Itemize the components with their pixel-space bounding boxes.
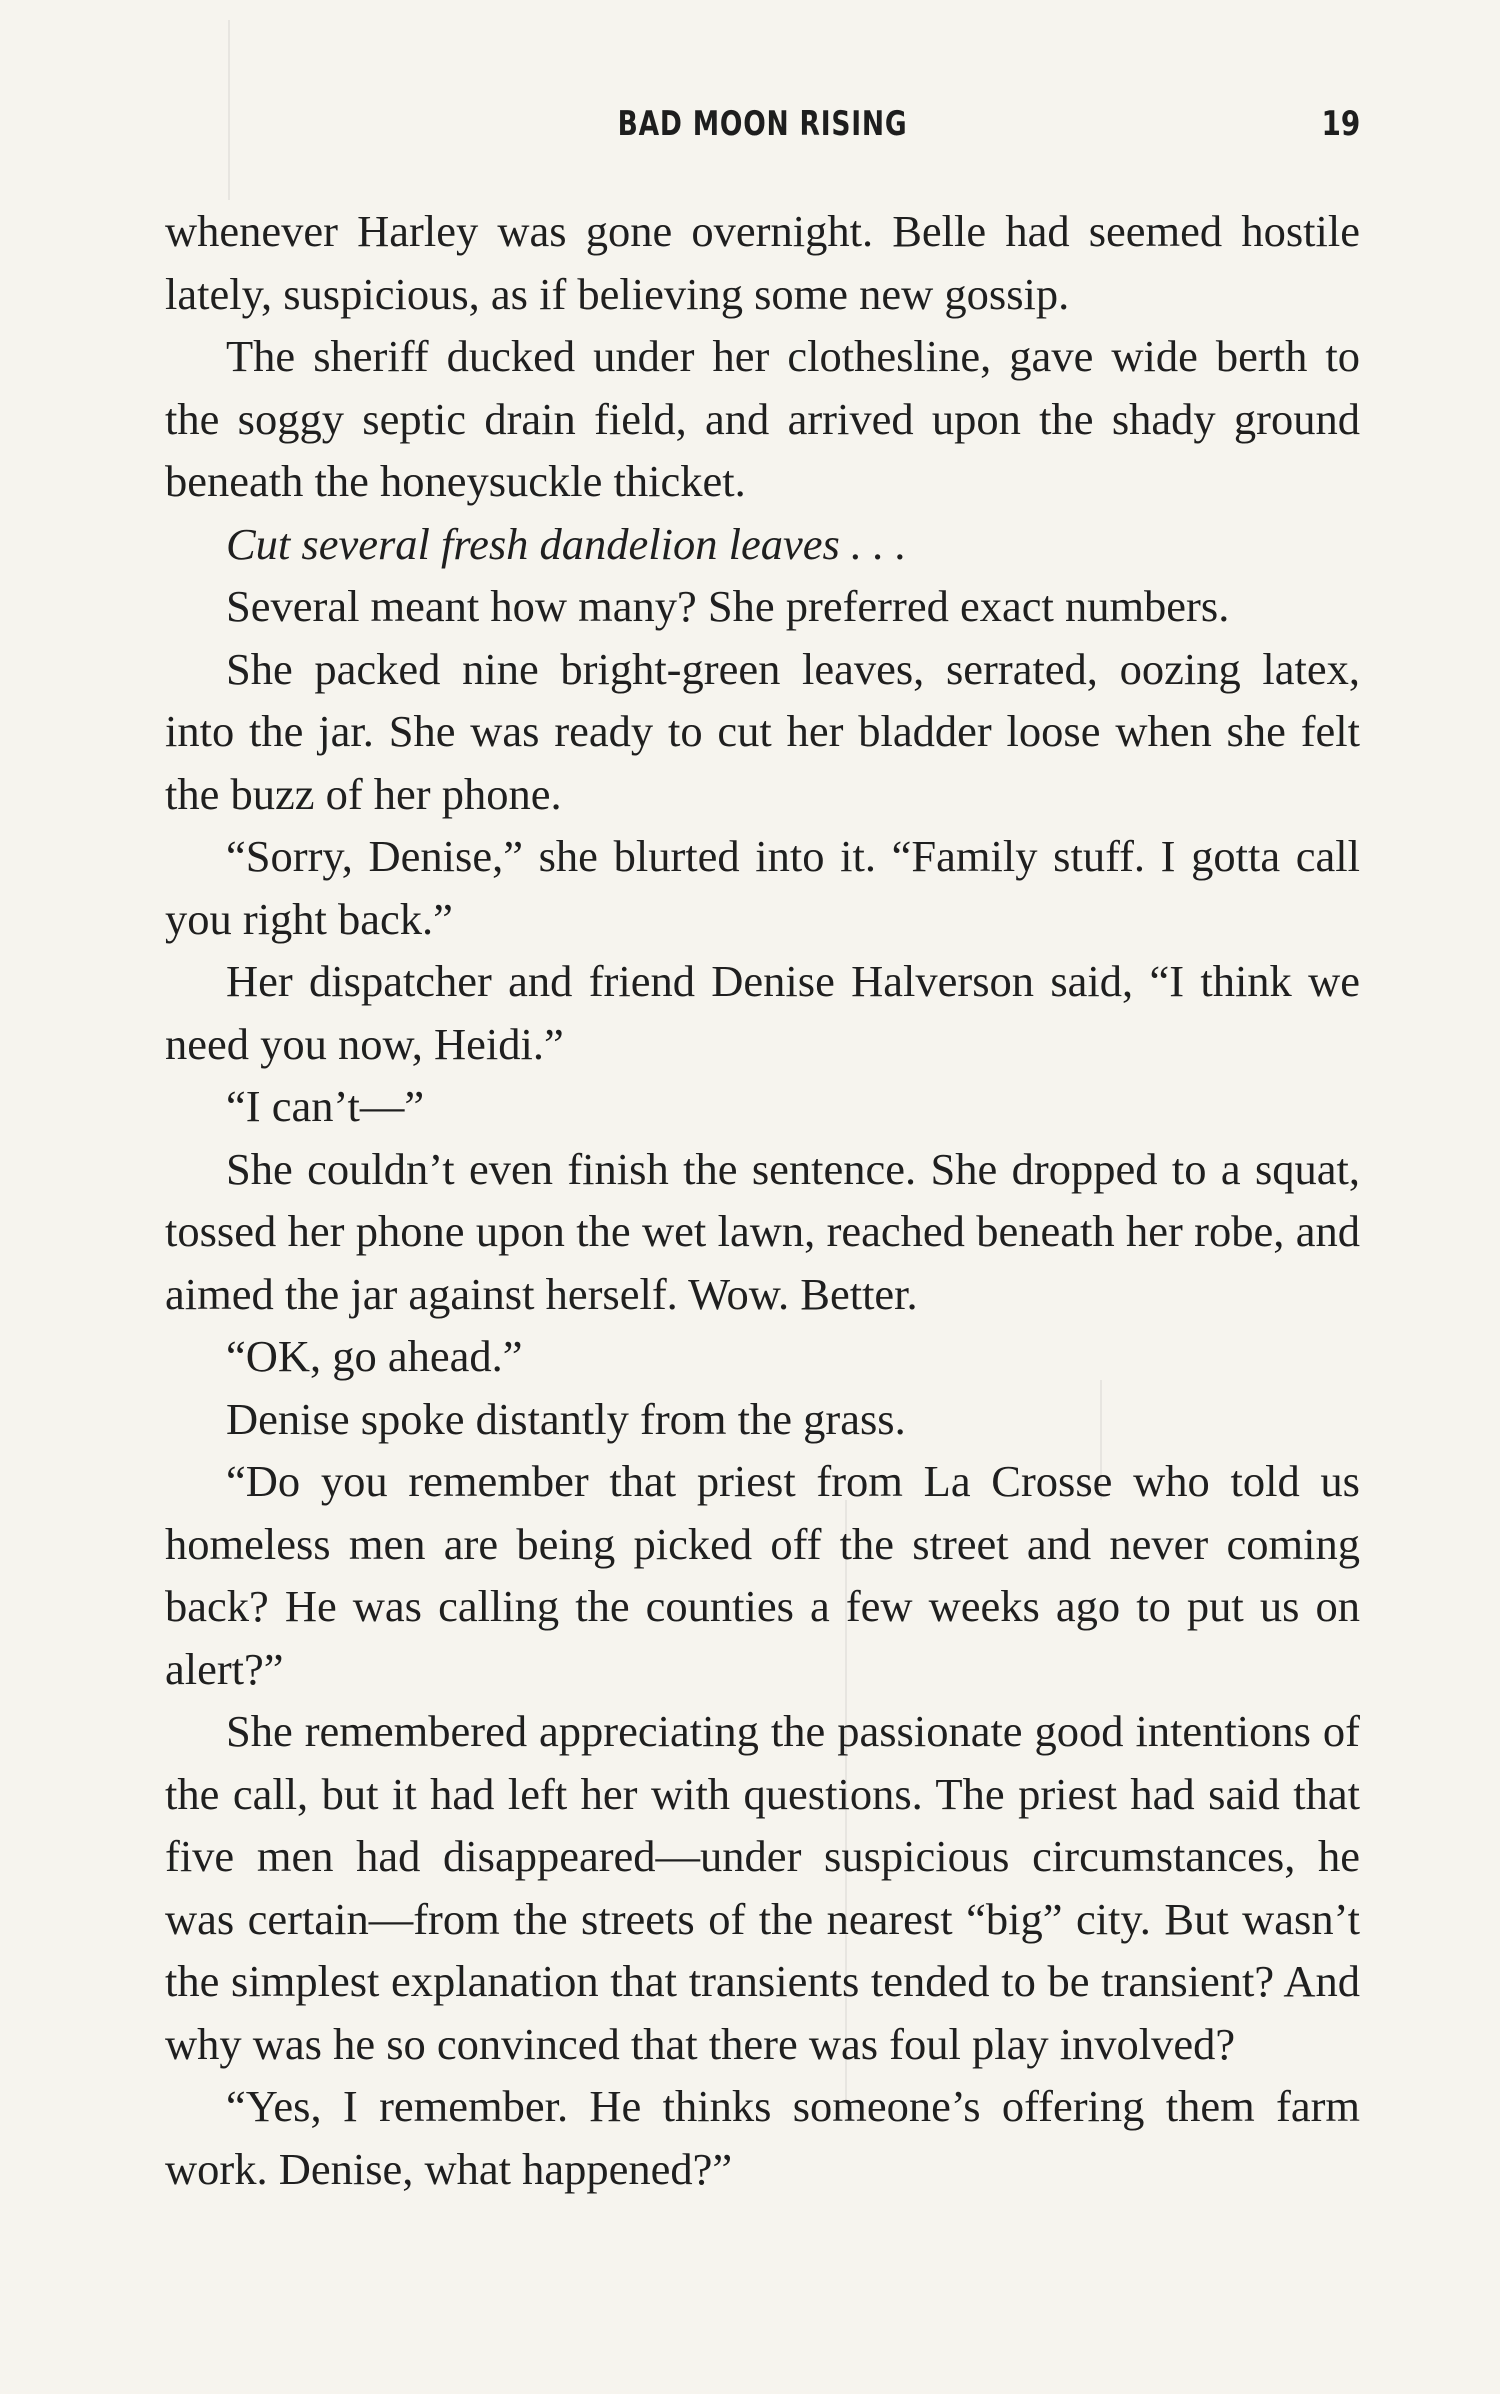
paragraph: whenever Harley was gone overnight. Belle had seemed hostile lately, suspicious, as if believing some new gossip.: [165, 206, 1360, 319]
paragraph: Several meant how many? She preferred exact numbers.: [226, 581, 1230, 631]
paragraph: “Sorry, Denise,” she blurted into it. “Family stuff. I gotta call you right back.”: [165, 831, 1360, 944]
paragraph: She packed nine bright-green leaves, serrated, oozing latex, into the jar. She was ready to cut her bladder loose when she felt the buzz of her phone.: [165, 643, 1360, 819]
paragraph: Her dispatcher and friend Denise Halverson said, “I think we need you now, Heidi.”: [165, 956, 1360, 1069]
body-text: [165, 200, 1360, 2200]
paragraph: “I can’t—”: [226, 1081, 425, 1131]
italic-paragraph: Cut several fresh dandelion leaves . . .: [226, 518, 907, 569]
running-title: BAD MOON RISING: [617, 104, 908, 144]
paragraph: “Do you remember that priest from La Crosse who told us homeless men are being picked off the street and never coming back? He was calling the counties a few weeks ago to put us on alert?”: [165, 1456, 1360, 1694]
paragraph: The sheriff ducked under her clothesline, gave wide berth to the soggy septic drain field, and arrived upon the shady ground beneath the honeysuckle thicket.: [165, 331, 1360, 506]
paragraph: “Yes, I remember. He thinks someone’s offering them farm work. Denise, what happened?”: [165, 2081, 1360, 2194]
paragraph: She couldn’t even finish the sentence. She dropped to a squat, tossed her phone upon the wet lawn, reached beneath her robe, and aimed the jar against herself. Wow. Better.: [165, 1143, 1360, 1319]
paragraph: “OK, go ahead.”: [226, 1331, 523, 1381]
paragraph: She remembered appreciating the passionate good intentions of the call, but it had left her with questions. The priest had said that five men had disappeared—under suspicious circumstances, he was certain—from the streets of the nearest “big” city. But wasn’t the simplest explanation that transients tended to be transient? And why was he so convinced that there was foul play involved?: [165, 1706, 1360, 2069]
page-header: [165, 104, 1360, 154]
paragraph: Denise spoke distantly from the grass.: [226, 1393, 906, 1444]
page-number: 19: [1321, 104, 1360, 144]
